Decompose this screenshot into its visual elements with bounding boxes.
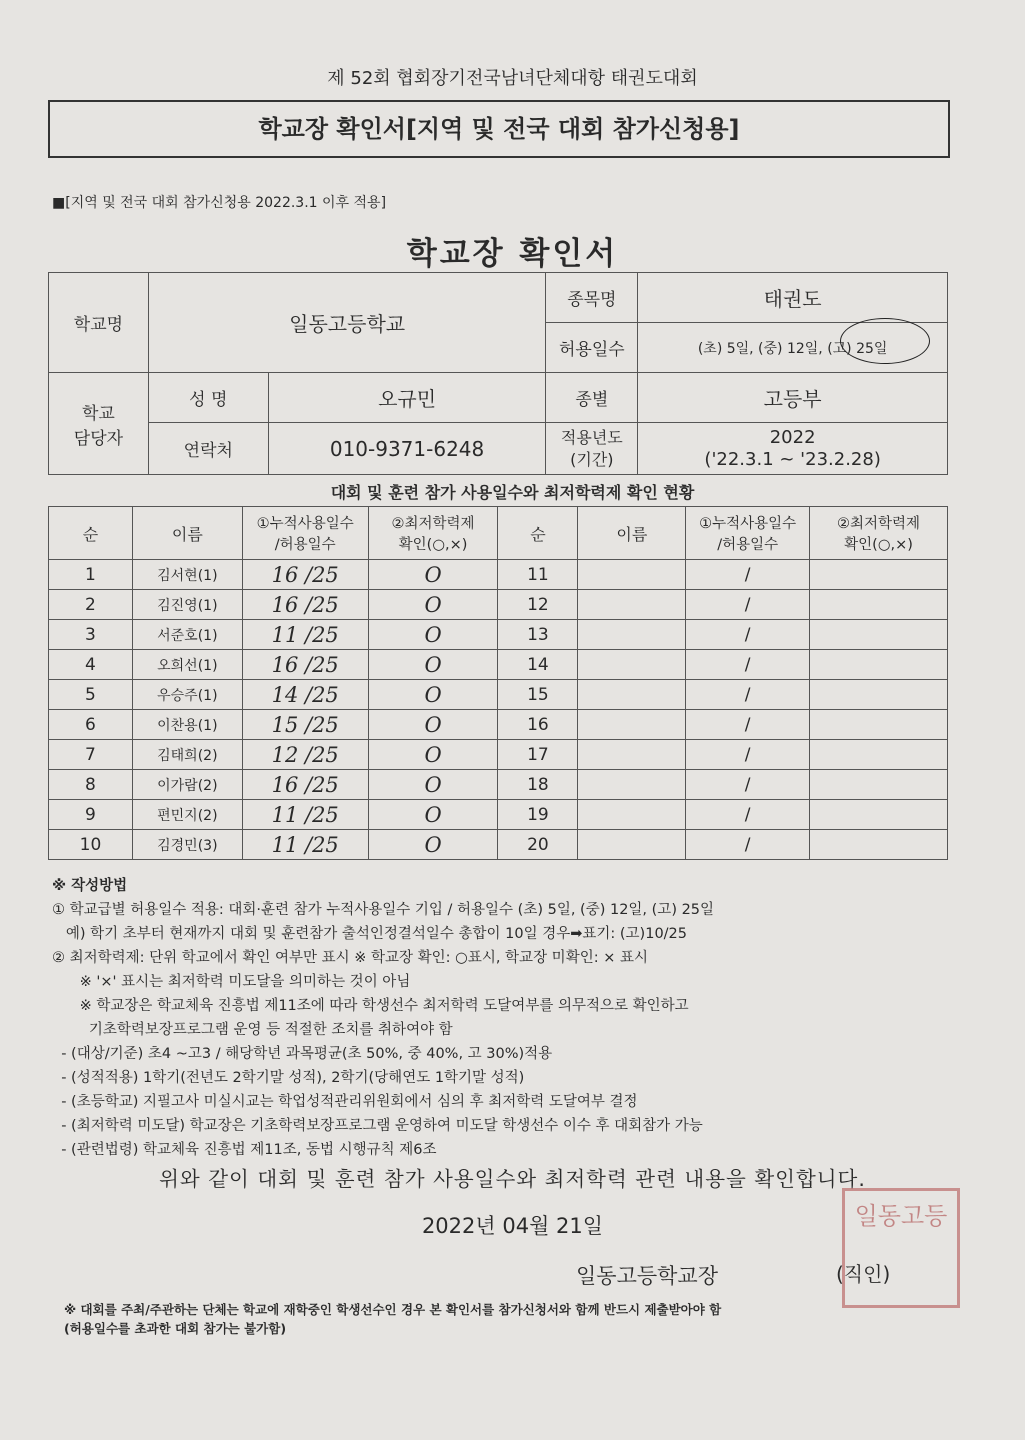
event-value: 태권도 [638,273,948,323]
row-no: 8 [49,770,133,800]
row-days-right: / [686,560,810,590]
row-days: 16 /25 [242,560,368,590]
row-days-right: / [686,740,810,770]
col-name-right: 이름 [578,507,686,560]
row-no-right: 18 [498,770,578,800]
row-check-right [810,590,948,620]
row-days: 14 /25 [242,680,368,710]
col-days-right: ①누적사용일수 /허용일수 [686,507,810,560]
row-name: 오희선(1) [132,650,242,680]
row-days-right: / [686,800,810,830]
name-value: 오규민 [268,373,546,423]
confirmation-statement: 위와 같이 대회 및 훈련 참가 사용일수와 최저학력 관련 내용을 확인합니다. [159,1167,866,1191]
row-days: 11 /25 [242,800,368,830]
row-name-right [578,740,686,770]
row-days-right: / [686,590,810,620]
row-name: 김태희(2) [132,740,242,770]
row-check: O [368,620,498,650]
applicability-note: ■[지역 및 전국 대회 참가신청용 2022.3.1 이후 적용] [52,195,387,211]
year-cell [638,423,948,475]
row-check: O [368,560,498,590]
instruction-line: ※ 학교장은 학교체육 진흥법 제11조에 따라 학생선수 최저학력 도달여부를 의무적으로 확인하고 [52,998,689,1014]
row-no: 3 [49,620,133,650]
row-check-right [810,680,948,710]
row-check: O [368,800,498,830]
instruction-line: 예) 학기 초부터 현재까지 대회 및 훈련참가 출석인정결석일수 총합이 10일 경우➡표기: (고)10/25 [52,926,688,942]
row-check: O [368,830,498,860]
row-name-right [578,680,686,710]
row-check-right [810,650,948,680]
usage-table [48,506,948,860]
instruction-line: - (최저학력 미도달) 학교장은 기초학력보장프로그램 운영하여 미도달 학생선수 이수 후 대회참가 가능 [52,1118,703,1134]
row-name-right [578,650,686,680]
table-row [49,740,948,770]
table-row [49,680,948,710]
writing-instructions [52,874,952,1162]
row-days: 16 /25 [242,590,368,620]
row-days: 16 /25 [242,770,368,800]
row-days-right: / [686,680,810,710]
col-no: 순 [49,507,133,560]
row-no-right: 20 [498,830,578,860]
table-row [49,590,948,620]
row-days-right: / [686,710,810,740]
row-days: 11 /25 [242,620,368,650]
school-label: 학교명 [49,273,149,373]
competition-title: 제 52회 협회장기전국남녀단체대항 태권도대회 [327,68,698,89]
table-row [49,800,948,830]
row-no-right: 16 [498,710,578,740]
footer-line-2: (허용일수를 초과한 대회 참가는 불가함) [64,1321,287,1336]
col-check: ②최저학력제 확인(○,×) [368,507,498,560]
row-days-right: / [686,830,810,860]
col-days: ①누적사용일수 /허용일수 [242,507,368,560]
manager-label: 학교 담당자 [49,373,149,475]
row-no: 5 [49,680,133,710]
row-name-right [578,620,686,650]
col-check-right: ②최저학력제 확인(○,×) [810,507,948,560]
school-value: 일동고등학교 [148,273,546,373]
row-check-right [810,740,948,770]
row-no-right: 13 [498,620,578,650]
row-name: 서준호(1) [132,620,242,650]
instructions-heading: ※ 작성방법 [52,878,128,894]
allowed-days-label: 허용일수 [546,323,638,373]
info-table [48,272,948,475]
contact-label: 연락처 [148,423,268,475]
name-label: 성 명 [148,373,268,423]
instruction-line: - (초등학교) 지필고사 미실시교는 학업성적관리위원회에서 심의 후 최저학력 도달여부 결정 [52,1094,638,1110]
row-check-right [810,560,948,590]
contact-value: 010-9371-6248 [268,423,546,475]
row-check: O [368,710,498,740]
row-no-right: 15 [498,680,578,710]
table-row [49,620,948,650]
instruction-line: - (성적적용) 1학기(전년도 2학기말 성적), 2학기(당해연도 1학기말 성적) [52,1070,525,1086]
allowed-days-value: (초) 5일, (중) 12일, (고) 25일 [638,323,948,373]
row-check-right [810,800,948,830]
page-title: 학교장 확인서 [406,236,619,272]
row-name-right [578,560,686,590]
row-days: 15 /25 [242,710,368,740]
row-days-right: / [686,620,810,650]
table-row [49,650,948,680]
row-days: 11 /25 [242,830,368,860]
row-no: 9 [49,800,133,830]
issue-date: 2022년 04월 21일 [421,1214,604,1238]
row-no: 4 [49,650,133,680]
period-value: ('22.3.1 ~ '23.2.28) [704,448,881,470]
row-name-right [578,770,686,800]
row-name-right [578,830,686,860]
row-check-right [810,830,948,860]
instruction-line: ※ '×' 표시는 최저학력 미도달을 의미하는 것이 아님 [52,974,411,990]
row-name-right [578,590,686,620]
row-no-right: 19 [498,800,578,830]
instruction-line: ① 학교급별 허용일수 적용: 대회·훈련 참가 누적사용일수 기입 / 허용일수 (초) 5일, (중) 12일, (고) 25일 [52,902,715,918]
row-days-right: / [686,770,810,800]
row-check-right [810,710,948,740]
table-row [49,830,948,860]
row-no: 10 [49,830,133,860]
event-label: 종목명 [546,273,638,323]
instruction-line: 기초학력보장프로그램 운영 등 적절한 조치를 취하여야 함 [52,1022,453,1038]
col-no-right: 순 [498,507,578,560]
footer-note [64,1300,964,1338]
table-row [49,710,948,740]
row-no: 1 [49,560,133,590]
row-no: 2 [49,590,133,620]
row-no-right: 17 [498,740,578,770]
category-value: 고등부 [638,373,948,423]
row-name: 우승주(1) [132,680,242,710]
row-check: O [368,650,498,680]
col-name: 이름 [132,507,242,560]
footer-line-1: ※ 대회를 주최/주관하는 단체는 학교에 재학중인 학생선수인 경우 본 확인서를 참가신청서와 함께 반드시 제출받아야 함 [64,1302,722,1317]
principal-name: 일동고등학교장 [576,1264,719,1288]
row-no: 7 [49,740,133,770]
row-name-right [578,800,686,830]
highlight-circle [840,318,930,364]
instruction-line: - (관련법령) 학교체육 진흥법 제11조, 동법 시행규칙 제6조 [52,1142,437,1158]
row-no-right: 11 [498,560,578,590]
document-box-title: 학교장 확인서[지역 및 전국 대회 참가신청용] [48,100,950,158]
row-check: O [368,590,498,620]
row-no: 6 [49,710,133,740]
row-name: 편민지(2) [132,800,242,830]
table-row [49,770,948,800]
row-name-right [578,710,686,740]
seal-text: 일동고등 [854,1202,948,1230]
row-check: O [368,680,498,710]
year-label: 적용년도 (기간) [546,423,638,475]
row-check: O [368,770,498,800]
row-check-right [810,770,948,800]
seal-mark-label: (직인) [836,1262,891,1286]
row-name: 김서현(1) [132,560,242,590]
row-name: 이찬용(1) [132,710,242,740]
table-title: 대회 및 훈련 참가 사용일수와 최저학력제 확인 현황 [330,483,695,502]
category-label: 종별 [546,373,638,423]
row-no-right: 14 [498,650,578,680]
row-name: 이가람(2) [132,770,242,800]
row-no-right: 12 [498,590,578,620]
instruction-line: - (대상/기준) 초4 ~고3 / 해당학년 과목평균(초 50%, 중 40%, 고 30%)적용 [52,1046,553,1062]
row-days: 16 /25 [242,650,368,680]
row-check: O [368,740,498,770]
instruction-line: ② 최저학력제: 단위 학교에서 확인 여부만 표시 ※ 학교장 확인: ○표시, 학교장 미확인: × 표시 [52,950,648,966]
row-days-right: / [686,650,810,680]
row-name: 김경민(3) [132,830,242,860]
row-check-right [810,620,948,650]
table-row [49,560,948,590]
year-value: 2022 [769,426,816,448]
row-days: 12 /25 [242,740,368,770]
row-name: 김진영(1) [132,590,242,620]
